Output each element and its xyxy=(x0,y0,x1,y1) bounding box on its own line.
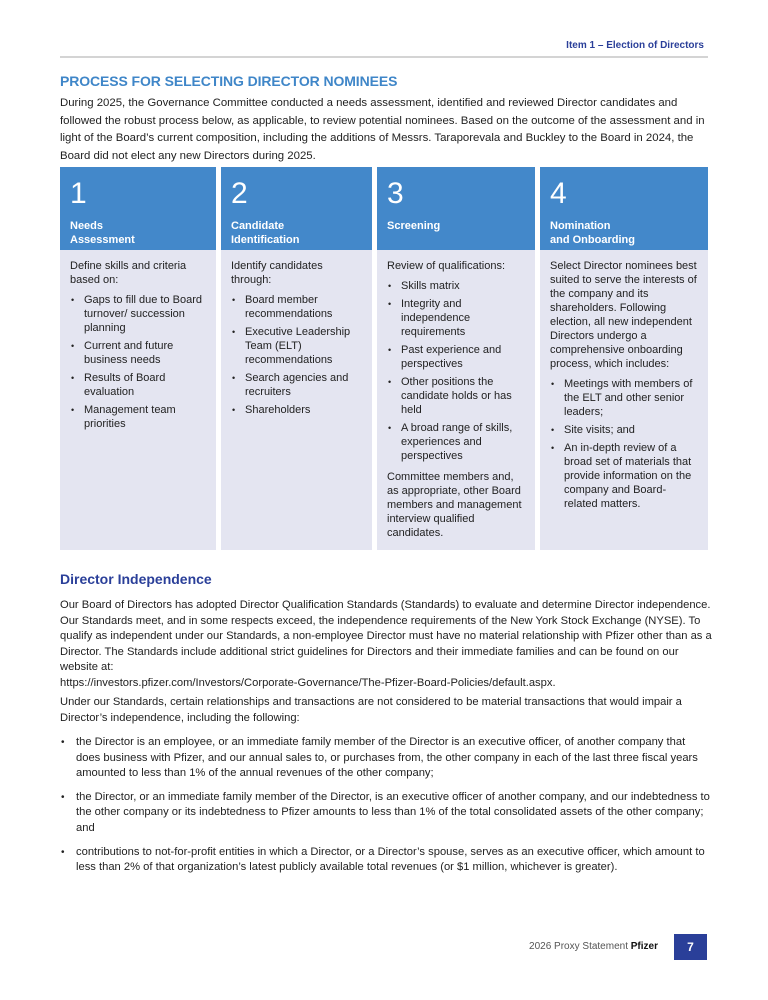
intro-paragraph: During 2025, the Governance Committee conducted a needs assessment, identified and reviewed Director candidates and followed the robust process below, as applicable, to review potential nominees. Based on the outcome of the assessment and in light of the Board’s current composition, including the additions of Messrs. Taraporevala and Buckley to the Board in 2024, the Board did not elect any new Directors during 2025. xyxy=(60,97,705,162)
step-body xyxy=(377,250,535,550)
list-item: • Gaps to fill due to Board turnover/ succession planning xyxy=(70,293,206,335)
director-independence-heading: Director Independence xyxy=(60,571,212,587)
step-lead: Identify candidates through: xyxy=(231,260,323,286)
independence-bullets xyxy=(60,735,712,884)
section-title: PROCESS FOR SELECTING DIRECTOR NOMINEES xyxy=(60,73,398,89)
list-item: • Past experience and perspectives xyxy=(387,343,525,371)
step-card-screening xyxy=(377,167,535,550)
step-title-line: Nomination xyxy=(550,220,611,232)
list-item: • Meetings with members of the ELT and other senior leaders; xyxy=(550,377,698,419)
step-header xyxy=(60,167,216,250)
list-item: • Current and future business needs xyxy=(70,339,206,367)
publication-name: 2026 Proxy Statement xyxy=(529,941,628,952)
step-bullets xyxy=(231,293,362,417)
step-lead: Select Director nominees best suited to serve the interests of the company and its shareholders. Following election, all new independent Directors undergo a comprehensive onboarding process, which includes: xyxy=(550,260,697,370)
step-closing: Committee members and, as appropriate, other Board members and management interview qualified candidates. xyxy=(387,471,522,539)
step-title xyxy=(387,219,525,233)
step-title xyxy=(550,219,698,247)
step-card-candidate-identification xyxy=(221,167,372,550)
board-policies-link[interactable]: https://investors.pfizer.com/Investors/Corporate-Governance/The-Pfizer-Board-Policies/default.aspx. xyxy=(60,676,556,689)
list-item: • Board member recommendations xyxy=(231,293,362,321)
standards-paragraph: Under our Standards, certain relationships and transactions are not considered to be material transactions that would impair a Director’s independence, including the following: xyxy=(60,696,682,724)
step-title xyxy=(70,219,206,247)
list-item: • Management team priorities xyxy=(70,403,206,431)
step-header xyxy=(540,167,708,250)
list-item: • Other positions the candidate holds or has held xyxy=(387,375,525,417)
step-body xyxy=(540,250,708,550)
header-divider xyxy=(60,56,708,58)
step-number: 1 xyxy=(70,177,87,210)
list-item: • Shareholders xyxy=(231,403,362,417)
step-header xyxy=(377,167,535,250)
process-steps xyxy=(60,167,708,550)
step-title-line: Assessment xyxy=(70,234,135,246)
list-item: • the Director is an employee, or an immediate family member of the Director is an executive officer, of another company that does business with Pfizer, and our annual sales to, or purchases from, the other company in each of the last three fiscal years amounted to less than 1% of the annual revenues of the other company; xyxy=(60,735,712,782)
step-title xyxy=(231,219,362,247)
step-lead: Define skills and criteria based on: xyxy=(70,260,187,286)
step-title-line: Identification xyxy=(231,234,300,246)
list-item: • Integrity and independence requirements xyxy=(387,297,525,339)
list-item: • contributions to not-for-profit entities in which a Director, or a Director’s spouse, serves as an executive officer, which amount to less than 2% of that organization’s latest publicly available total revenues (or $1 million, whichever is greater). xyxy=(60,845,712,876)
step-number: 3 xyxy=(387,177,404,210)
step-body xyxy=(221,250,372,550)
list-item: • Executive Leadership Team (ELT) recommendations xyxy=(231,325,362,367)
footer-publication xyxy=(529,941,658,952)
step-number: 4 xyxy=(550,177,567,210)
step-title-line: and Onboarding xyxy=(550,234,635,246)
step-number: 2 xyxy=(231,177,248,210)
list-item: • Site visits; and xyxy=(550,423,698,437)
independence-text: Our Board of Directors has adopted Director Qualification Standards (Standards) to evaluate and determine Director independence. Our Standards meet, and in some respects exceed, the independence requirements of the New York Stock Exchange (NYSE). To qualify as independent under our Standards, a non-employee Director must have no material relationship with Pfizer other than as a Director. The Standards include additional strict guidelines for Directors and their immediate families and can be found on our website at: xyxy=(60,599,712,674)
step-title-line: Candidate xyxy=(231,220,285,232)
step-title-line: Screening xyxy=(387,220,441,232)
step-bullets xyxy=(70,293,206,431)
step-title-line: Needs xyxy=(70,220,104,232)
page-number: 7 xyxy=(674,934,707,960)
step-card-needs-assessment xyxy=(60,167,216,550)
list-item: • A broad range of skills, experiences and perspectives xyxy=(387,421,525,463)
step-bullets xyxy=(387,279,525,463)
list-item: • Results of Board evaluation xyxy=(70,371,206,399)
list-item: • Skills matrix xyxy=(387,279,525,293)
step-body xyxy=(60,250,216,550)
list-item: • Search agencies and recruiters xyxy=(231,371,362,399)
independence-paragraph xyxy=(60,598,712,692)
list-item: • An in-depth review of a broad set of materials that provide information on the company and Board-related matters. xyxy=(550,441,698,511)
running-head: Item 1 – Election of Directors xyxy=(566,40,704,51)
step-card-nomination-onboarding xyxy=(540,167,708,550)
step-lead: Review of qualifications: xyxy=(387,260,506,272)
step-bullets xyxy=(550,377,698,511)
list-item: • the Director, or an immediate family member of the Director, is an executive officer of another company, and our indebtedness to the other company or its indebtedness to Pfizer amounts to less than 1% of the total consolidated assets of the other company; and xyxy=(60,790,712,837)
brand-name: Pfizer xyxy=(630,941,658,952)
step-header xyxy=(221,167,372,250)
